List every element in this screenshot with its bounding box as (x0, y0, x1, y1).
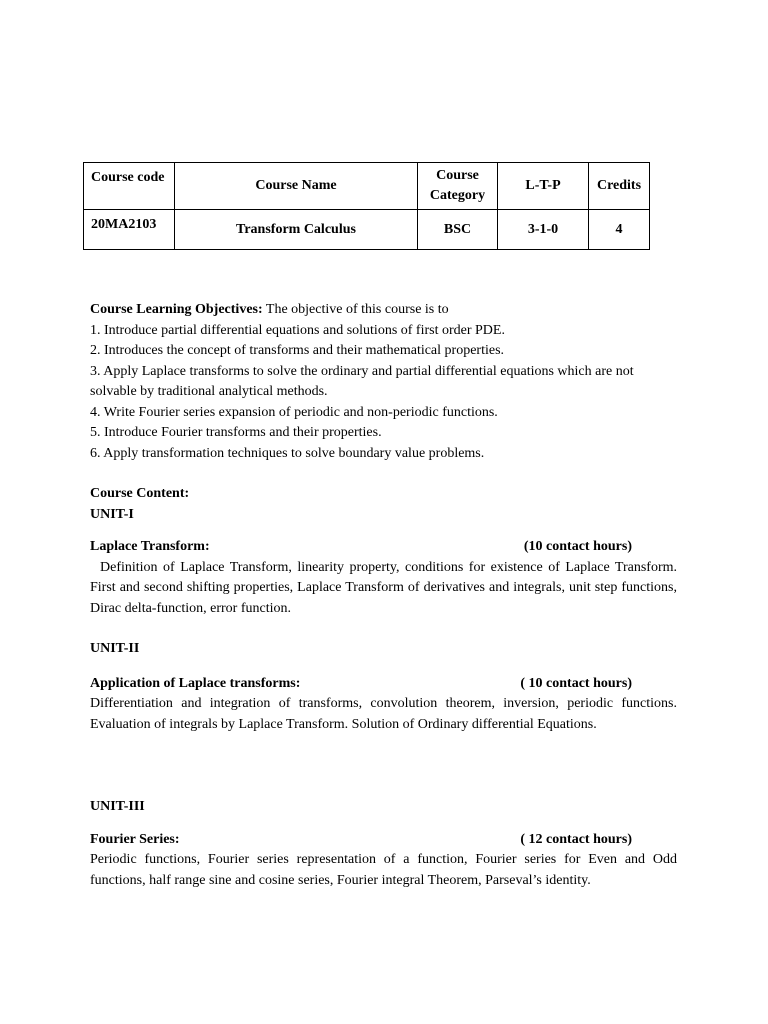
unit-topic: Fourier Series: (90, 831, 180, 847)
unit-topic: Laplace Transform: (90, 539, 210, 554)
course-info-table (83, 162, 650, 250)
unit-hours: (10 contact hours) (523, 539, 632, 554)
unit-title: UNIT-III (90, 799, 145, 814)
table-row (84, 210, 650, 250)
header-course-name: Course Name (175, 163, 418, 210)
header-course-code: Course code (84, 163, 175, 210)
objective-item: 6. Apply transformation techniques to solve boundary value problems. (90, 445, 485, 461)
unit-hours: ( 12 contact hours) (520, 831, 632, 847)
objective-item: 5. Introduce Fourier transforms and their properties. (90, 425, 382, 440)
objective-item: 3. Apply Laplace transforms to solve the ordinary and partial differential equations which are not solvable by traditional analytical methods. (90, 363, 634, 399)
objectives-section (90, 300, 677, 464)
unit-description: Periodic functions, Fourier series representation of a function, Fourier series for Even and Odd functions, half range sine and cosine series, Fourier integral Theorem, Parseval’s identity. (90, 852, 677, 888)
header-credits: Credits (589, 163, 650, 210)
unit-heading (90, 674, 677, 695)
unit-heading (90, 537, 677, 558)
objective-item: 4. Write Fourier series expansion of periodic and non-periodic functions. (90, 404, 498, 420)
unit-1-section (90, 537, 677, 619)
content-section (90, 484, 677, 525)
objective-item: 1. Introduce partial differential equations and solutions of first order PDE. (90, 322, 505, 338)
unit-description: Definition of Laplace Transform, linearity property, conditions for existence of Laplace Transform. First and second shifting properties, Laplace Transform of derivatives and integrals, unit step functions, Dirac delta-function, error function. (90, 559, 677, 616)
unit-title: UNIT-II (90, 641, 140, 656)
cell-ltp: 3-1-0 (498, 210, 589, 250)
unit-title: UNIT-I (90, 506, 134, 522)
unit-hours: ( 10 contact hours) (520, 675, 632, 691)
objectives-heading (90, 300, 677, 321)
cell-course-name: Transform Calculus (175, 210, 418, 250)
course-content-body (90, 300, 677, 891)
cell-course-category: BSC (418, 210, 498, 250)
header-ltp: L-T-P (498, 163, 589, 210)
unit-2-section (90, 639, 677, 735)
objective-item: 2. Introduces the concept of transforms and their mathematical properties. (90, 343, 505, 358)
cell-course-code: 20MA2103 (84, 210, 175, 250)
table-header-row (84, 163, 650, 210)
objectives-intro: The objective of this course is to (262, 302, 449, 317)
unit-description: Differentiation and integration of transforms, convolution theorem, inversion, periodic functions. Evaluation of integrals by Laplace Transform. Solution of Ordinary differential Equations. (90, 696, 677, 732)
cell-credits: 4 (589, 210, 650, 250)
unit-heading (90, 830, 677, 851)
unit-3-section (90, 797, 677, 891)
unit-topic: Application of Laplace transforms: (90, 675, 301, 691)
objectives-label: Course Learning Objectives: (90, 302, 263, 317)
header-course-category: Course Category (418, 163, 498, 210)
content-heading: Course Content: (90, 486, 190, 501)
